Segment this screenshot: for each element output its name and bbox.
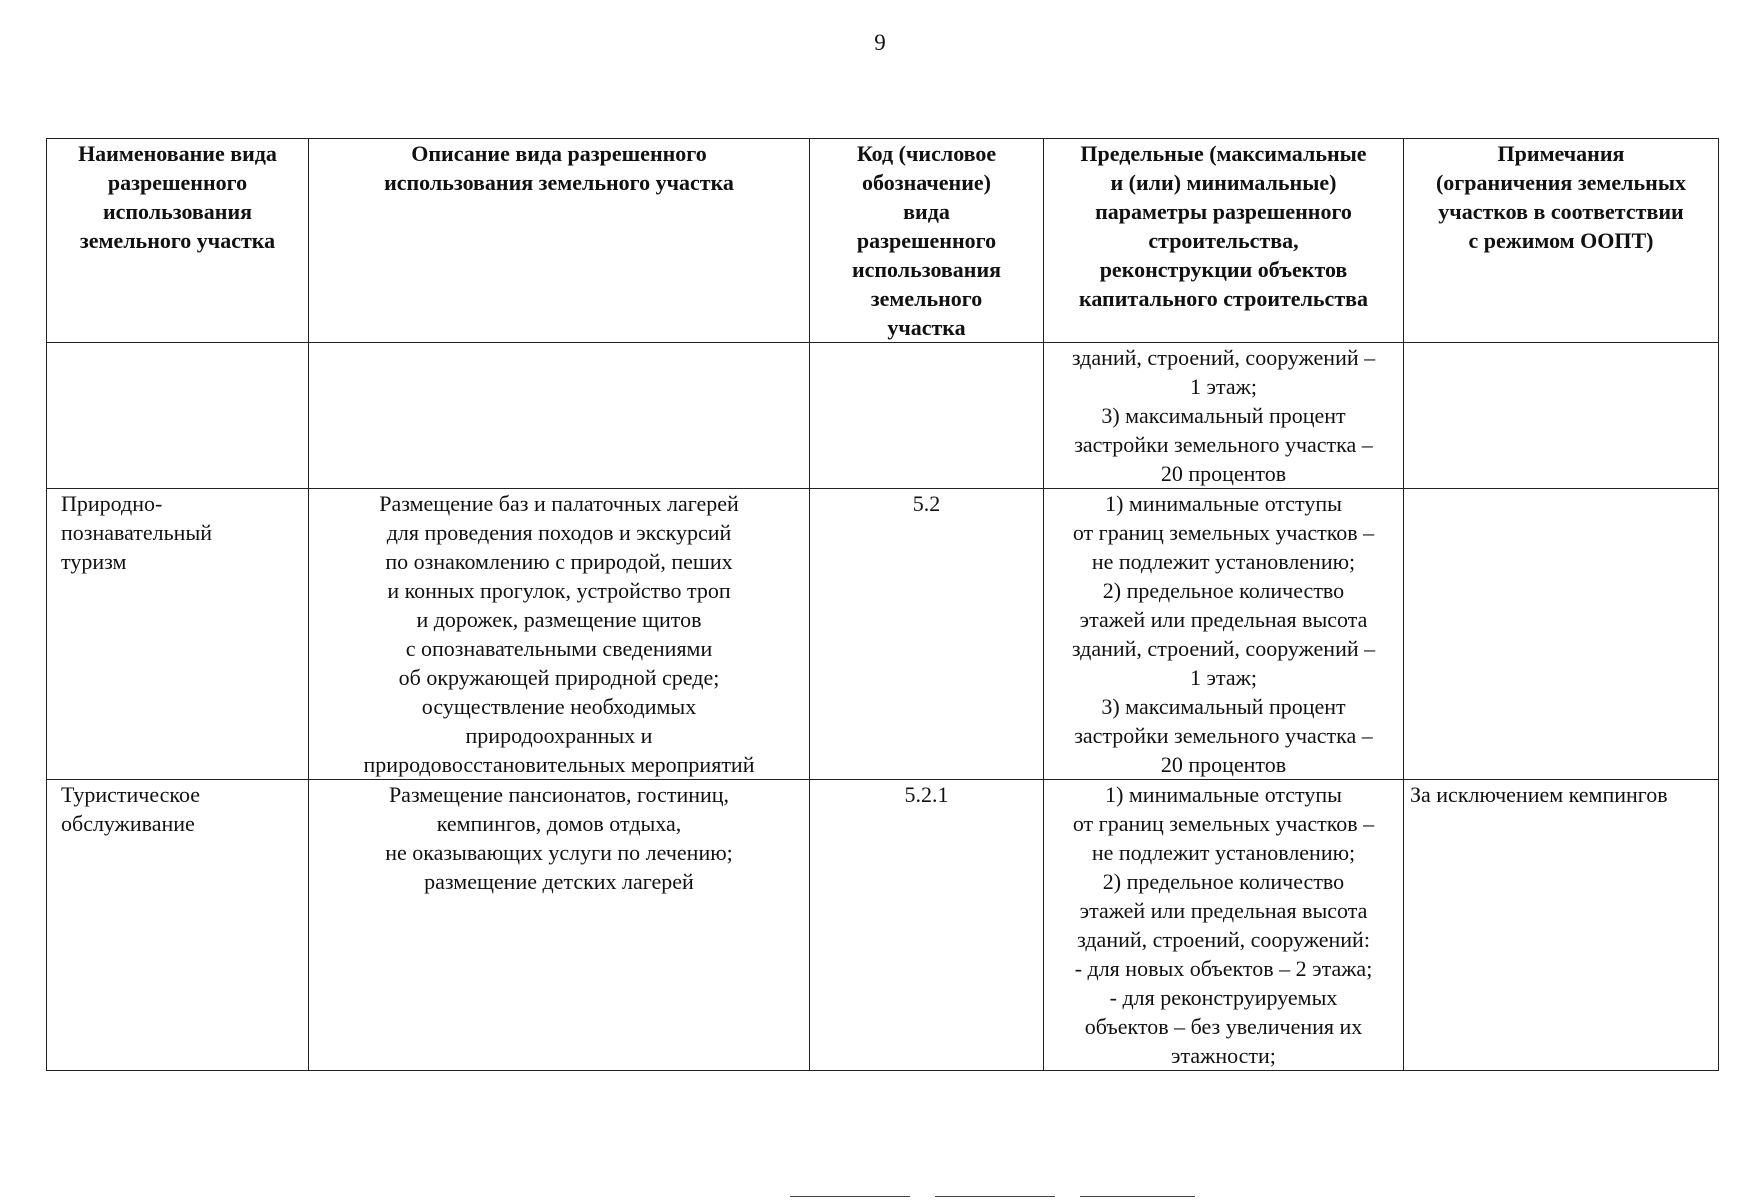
text-line: от границ земельных участков –	[1072, 520, 1375, 545]
text-line: использования	[102, 199, 253, 224]
text-line: 2) предельное количество	[1102, 578, 1345, 603]
text-line: Предельные (максимальные	[1080, 141, 1367, 166]
cell-code	[810, 343, 1044, 489]
text-line: этажей или предельная высота	[1079, 607, 1368, 632]
text-line: 2) предельное количество	[1102, 869, 1345, 894]
scan-mark	[935, 1196, 1055, 1197]
text-line: не оказывающих услуги по лечению;	[385, 840, 733, 865]
text-line: застройки земельного участка –	[1074, 723, 1373, 748]
cell-parameters	[1044, 780, 1404, 1071]
text-line: Размещение пансионатов, гостиниц,	[388, 782, 730, 807]
text-line: по ознакомлению с природой, пеших	[385, 549, 733, 574]
header-parameters	[1044, 139, 1404, 343]
header-description	[309, 139, 810, 343]
text-line: от границ земельных участков –	[1072, 811, 1375, 836]
text-line: Описание вида разрешенного	[411, 141, 707, 166]
cell-description	[309, 489, 810, 780]
text-line: земельного	[870, 286, 983, 311]
scan-mark	[1080, 1196, 1195, 1197]
text-line: участков в соответствии	[1438, 199, 1684, 224]
cell-description	[309, 343, 810, 489]
cell-name	[47, 489, 309, 780]
text-line: и дорожек, размещение щитов	[416, 607, 702, 632]
text-line: 1 этаж;	[1190, 665, 1257, 690]
text-line: с опознавательными сведениями	[405, 636, 713, 661]
text-line: участка	[887, 315, 966, 340]
text-line: этажности;	[1171, 1043, 1276, 1068]
text-line: зданий, строений, сооружений –	[1071, 345, 1376, 370]
cell-code: 5.2	[810, 489, 1044, 780]
text-line: 20 процентов	[1160, 752, 1287, 777]
text-line: Наименование вида	[78, 141, 277, 166]
text-line: и (или) минимальные)	[1110, 170, 1337, 195]
text-line: Размещение баз и палаточных лагерей	[379, 491, 739, 516]
text-line: познавательный	[61, 520, 213, 545]
cell-notes	[1404, 489, 1719, 780]
page-number: 9	[874, 30, 886, 55]
text-line: Природно-	[61, 491, 163, 516]
header-name	[47, 139, 309, 343]
text-line: осуществление необходимых	[421, 694, 697, 719]
text-line: не подлежит установлению;	[1091, 840, 1356, 865]
table-row	[47, 489, 1719, 780]
header-notes	[1404, 139, 1719, 343]
cell-description	[309, 780, 810, 1071]
text-line: 1) минимальные отступы	[1105, 491, 1342, 516]
text-line: туризм	[61, 549, 127, 574]
text-line: застройки земельного участка –	[1074, 432, 1373, 457]
text-line: и конных прогулок, устройство троп	[387, 578, 731, 603]
text-line: об окружающей природной среде;	[398, 665, 720, 690]
text-line: - для реконструируемых	[1109, 985, 1338, 1010]
text-line: обозначение)	[862, 170, 991, 195]
scan-mark	[790, 1196, 910, 1197]
text-line: природоохранных и	[465, 723, 653, 748]
text-line: Туристическое	[61, 782, 201, 807]
table-row	[47, 343, 1719, 489]
text-line: параметры разрешенного	[1095, 199, 1352, 224]
cell-name	[47, 343, 309, 489]
text-line: разрешенного	[856, 228, 997, 253]
text-line: земельного участка	[79, 228, 276, 253]
text-line: объектов – без увеличения их	[1084, 1014, 1363, 1039]
text-line: использования земельного участка	[384, 170, 734, 195]
cell-code: 5.2.1	[810, 780, 1044, 1071]
text-line: Код (числовое	[856, 141, 997, 166]
table-row	[47, 780, 1719, 1071]
cell-parameters	[1044, 343, 1404, 489]
text-line: 3) максимальный процент	[1101, 403, 1346, 428]
text-line: не подлежит установлению;	[1091, 549, 1356, 574]
text-line: капитального строительства	[1078, 286, 1369, 311]
cell-notes: За исключением кемпингов	[1404, 780, 1719, 1071]
text-line: этажей или предельная высота	[1079, 898, 1368, 923]
text-line: природовосстановительных мероприятий	[363, 752, 755, 777]
text-line: строительства,	[1148, 228, 1299, 253]
text-line: вида	[903, 199, 950, 224]
cell-parameters	[1044, 489, 1404, 780]
text-line: для проведения походов и экскурсий	[386, 520, 732, 545]
text-line: зданий, строений, сооружений:	[1077, 927, 1370, 952]
text-line: кемпингов, домов отдыха,	[436, 811, 682, 836]
text-line: - для новых объектов – 2 этажа;	[1074, 956, 1373, 981]
text-line: 1 этаж;	[1190, 374, 1257, 399]
text-line: с режимом ООПТ)	[1468, 228, 1654, 253]
cell-notes	[1404, 343, 1719, 489]
cell-name	[47, 780, 309, 1071]
text-line: 1) минимальные отступы	[1105, 782, 1342, 807]
text-line: зданий, строений, сооружений –	[1071, 636, 1376, 661]
text-line: обслуживание	[61, 811, 195, 836]
text-line: использования	[851, 257, 1002, 282]
text-line: Примечания	[1497, 141, 1625, 166]
text-line: (ограничения земельных	[1435, 170, 1686, 195]
text-line: размещение детских лагерей	[424, 869, 694, 894]
text-line: 20 процентов	[1160, 461, 1287, 486]
text-line: разрешенного	[107, 170, 248, 195]
text-line: реконструкции объектов	[1099, 257, 1348, 282]
land-use-table	[46, 138, 1719, 1071]
header-code	[810, 139, 1044, 343]
text-line: 3) максимальный процент	[1101, 694, 1346, 719]
table-header-row	[47, 139, 1719, 343]
